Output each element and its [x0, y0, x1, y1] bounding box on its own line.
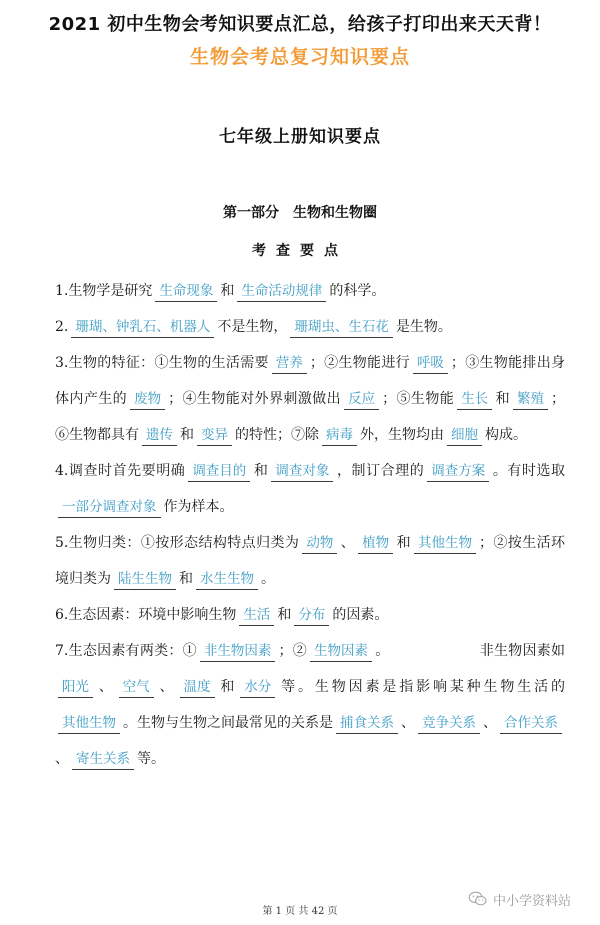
text: ；⑥生物都具有 — [55, 391, 566, 443]
text: 和 — [180, 427, 194, 443]
answer-blank: 陆生生物 — [114, 569, 176, 590]
text: 。 — [261, 571, 275, 587]
answer-blank: 生物因素 — [310, 641, 372, 662]
point-2 — [55, 309, 565, 345]
text: 、 — [483, 715, 497, 731]
text: ；② — [278, 643, 307, 659]
text: 和 — [396, 535, 411, 551]
watermark-text: 中小学资料站 — [493, 893, 572, 909]
answer-blank: 其他生物 — [414, 533, 476, 554]
answer-blank: 调查方案 — [427, 461, 489, 482]
text: 的科学。 — [329, 283, 386, 299]
text: 5.生物归类：①按形态结构特点归类为 — [55, 535, 300, 551]
text: 1.生物学是研究 — [55, 283, 153, 299]
answer-blank: 繁殖 — [513, 389, 548, 410]
answer-blank: 生活 — [239, 605, 274, 626]
answer-blank: 空气 — [119, 677, 154, 698]
point-5 — [55, 525, 565, 597]
text: 等。 — [137, 751, 165, 767]
point-7 — [55, 633, 565, 777]
answer-blank: 水生生物 — [196, 569, 258, 590]
text: 7.生态因素有两类：① — [55, 643, 197, 659]
answer-blank: 珊瑚虫、生石花 — [290, 317, 393, 338]
text: 、 — [401, 715, 415, 731]
answer-blank: 反应 — [344, 389, 379, 410]
answer-blank: 其他生物 — [58, 713, 120, 734]
text: ；②按生活环境归类为 — [55, 535, 566, 587]
text: 、 — [96, 679, 116, 695]
text: 和 — [220, 283, 235, 299]
part-title: 第一部分 生物和生物圈 — [223, 205, 377, 221]
answer-blank: 合作关系 — [500, 713, 562, 734]
text: ，制订合理的 — [336, 463, 425, 479]
text: ；⑤生物能 — [382, 391, 455, 407]
grade-title: 七年级上册知识要点 — [219, 127, 381, 147]
text: 等。生物因素是指影响某种生物生活的 — [278, 679, 566, 695]
answer-blank: 一部分调查对象 — [58, 497, 161, 518]
answer-blank: 营养 — [272, 353, 307, 374]
knowledge-points — [55, 273, 565, 777]
answer-blank: 珊瑚、钟乳石、机器人 — [71, 317, 214, 338]
answer-blank: 动物 — [302, 533, 337, 554]
text: 和 — [253, 463, 269, 479]
text: 不是生物， — [217, 319, 288, 335]
answer-blank: 病毒 — [322, 425, 357, 446]
answer-blank: 生命活动规律 — [237, 281, 326, 302]
text: 外，生物均由 — [360, 427, 444, 443]
text: 的特性；⑦除 — [235, 427, 319, 443]
answer-blank: 植物 — [358, 533, 393, 554]
answer-blank: 温度 — [180, 677, 215, 698]
wechat-icon — [468, 891, 488, 907]
text: 作为样本。 — [163, 499, 234, 515]
text: 4.调查时首先要明确 — [55, 463, 186, 479]
answer-blank: 调查目的 — [188, 461, 250, 482]
text: 6.生态因素：环境中影响生物 — [55, 607, 237, 623]
document-subtitle: 生物会考总复习知识要点 — [189, 46, 410, 68]
text: 和 — [217, 679, 238, 695]
text: 3.生物的特征：①生物的生活需要 — [55, 355, 269, 371]
answer-blank: 竞争关系 — [418, 713, 480, 734]
point-6 — [55, 597, 565, 633]
answer-blank: 呼吸 — [413, 353, 448, 374]
text: 。 — [374, 643, 390, 659]
text: 和 — [495, 391, 511, 407]
answer-blank: 寄生关系 — [72, 749, 134, 770]
text: 的因素。 — [332, 607, 389, 623]
text: ；②生物能进行 — [309, 355, 410, 371]
point-4 — [55, 453, 565, 525]
answer-blank: 调查对象 — [271, 461, 333, 482]
answer-blank: 阳光 — [58, 677, 93, 698]
answer-blank: 生命现象 — [155, 281, 217, 302]
text: 非生物因素如 — [479, 643, 566, 659]
page-number: 第 1 页 共 42 页 — [262, 906, 338, 917]
answer-blank: 分布 — [294, 605, 329, 626]
text: 是生物。 — [395, 319, 452, 335]
text: 2. — [55, 319, 69, 335]
text: 构成。 — [485, 427, 527, 443]
text: 。生物与生物之间最常见的关系是 — [123, 715, 333, 731]
text: 。有时选取 — [492, 463, 566, 479]
answer-blank: 遗传 — [142, 425, 177, 446]
point-1 — [55, 273, 565, 309]
answer-blank: 细胞 — [447, 425, 482, 446]
answer-blank: 废物 — [130, 389, 165, 410]
point-3 — [55, 345, 565, 453]
watermark — [468, 888, 571, 910]
answer-blank: 水分 — [240, 677, 275, 698]
text: 和 — [179, 571, 193, 587]
text: ；③生物能排出身体内产生的 — [55, 355, 566, 407]
text: 和 — [277, 607, 292, 623]
answer-blank: 变异 — [197, 425, 232, 446]
text: ；④生物能对外界刺激做出 — [168, 391, 342, 407]
points-title: 考查要点 — [252, 243, 348, 259]
text: 、 — [156, 679, 177, 695]
text: 、 — [55, 751, 69, 767]
answer-blank: 非生物因素 — [200, 641, 276, 662]
text: 、 — [340, 535, 356, 551]
answer-blank: 生长 — [457, 389, 492, 410]
answer-blank: 捕食关系 — [336, 713, 398, 734]
article-headline: 2021 初中生物会考知识要点汇总，给孩子打印出来天天背！ — [48, 14, 552, 35]
